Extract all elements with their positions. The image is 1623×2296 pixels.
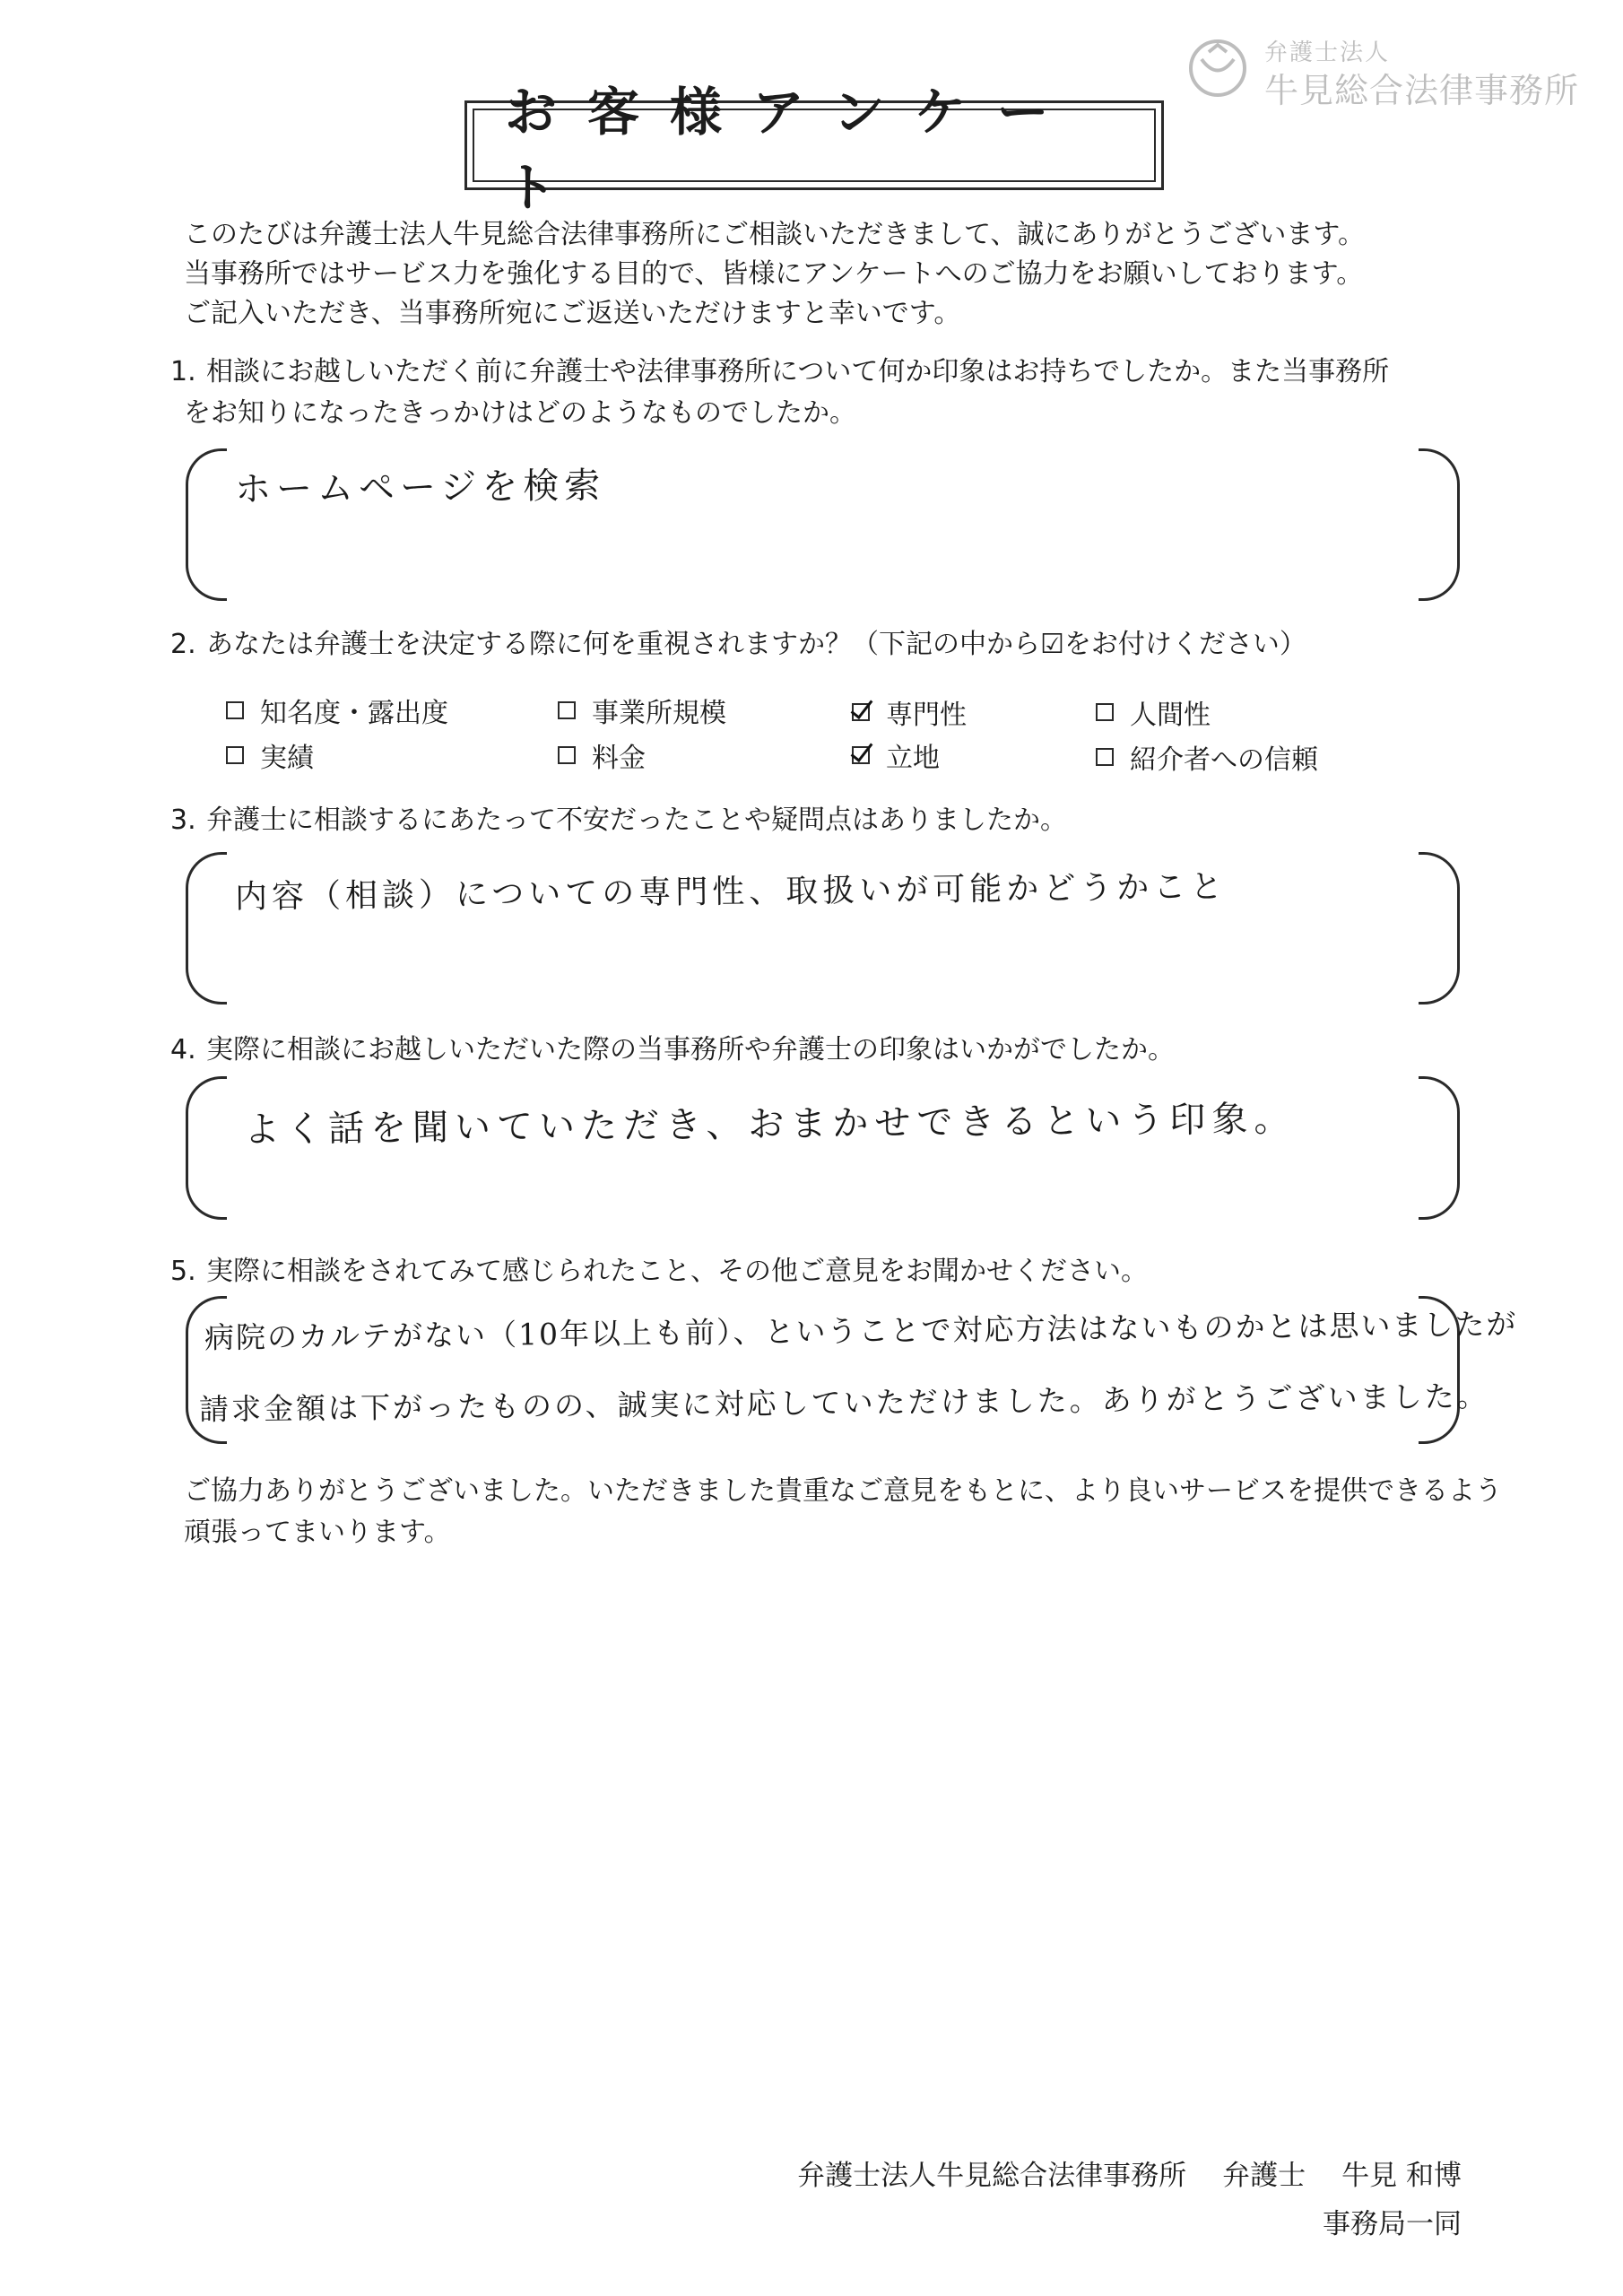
closing-line: 頑張ってまいります。: [184, 1517, 451, 1548]
checkbox-checked[interactable]: [852, 703, 870, 721]
option-office-scale[interactable]: [558, 691, 726, 730]
option-label: 知名度・露出度: [260, 698, 448, 729]
answer-q3[interactable]: 内容（相談）についての専門性、取扱いが可能かどうかこと: [234, 868, 1228, 916]
option-track-record[interactable]: [226, 735, 314, 775]
firm-emblem-icon: [1182, 32, 1254, 104]
question-text: 実際に相談をされてみて感じられたこと、その他ご意見をお聞かせください。: [206, 1256, 1148, 1287]
question-text: あなたは弁護士を決定する際に何を重視されますか？（下記の中から☑をお付けください）: [206, 629, 1306, 660]
option-location[interactable]: [852, 735, 940, 775]
option-label: 事業所規模: [592, 698, 726, 729]
answer-bracket-right: [1419, 852, 1460, 1004]
question-number: 3.: [170, 804, 196, 836]
question-1: [170, 352, 1480, 434]
intro-line: ご記入いただき、当事務所宛にご返送いただけますと幸いです。: [184, 298, 961, 329]
question-3: [170, 800, 1480, 841]
closing-message: [184, 1471, 1502, 1553]
question-text-continued: をお知りになったきっかけはどのようなものでしたか。: [184, 397, 856, 429]
answer-bracket-right: [1419, 448, 1460, 601]
option-label: 料金: [592, 743, 646, 774]
question-text: 相談にお越しいただく前に弁護士や法律事務所について何か印象はお持ちでしたか。また当事務所: [206, 356, 1390, 387]
answer-bracket-right: [1419, 1076, 1460, 1220]
firm-logo: [1182, 27, 1580, 110]
page-title: お客様アンケート: [473, 109, 1156, 182]
option-expertise[interactable]: [852, 692, 967, 732]
question-2: [170, 624, 1480, 665]
answer-q5-line1[interactable]: 病院のカルテがない（10年以上も前）、ということで対応方法はないものかとは思いましたが: [204, 1306, 1518, 1355]
answer-q4[interactable]: よく話を聞いていただき、おまかせできるという印象。: [243, 1098, 1297, 1151]
option-label: 実績: [260, 743, 314, 774]
answer-bracket-left: [186, 448, 227, 601]
answer-bracket-left: [186, 1076, 227, 1220]
answer-bracket-left: [186, 852, 227, 1004]
signature-line: [797, 2152, 1462, 2193]
question-4: [170, 1030, 1480, 1071]
logo-org-type: 弁護士法人: [1264, 39, 1391, 66]
intro-line: 当事務所ではサービス力を強化する目的で、皆様にアンケートへのご協力をお願いしております。: [184, 258, 1364, 290]
signature-role: 弁護士: [1222, 2160, 1306, 2192]
answer-q1[interactable]: ホームページを検索: [234, 465, 606, 510]
logo-org-name: 牛見総合法律事務所: [1264, 71, 1580, 110]
option-personality[interactable]: [1096, 692, 1211, 732]
option-fees[interactable]: [558, 735, 646, 775]
signature-name: 牛見 和博: [1341, 2160, 1462, 2192]
option-referrer-trust[interactable]: [1096, 737, 1318, 777]
option-label: 紹介者への信頼: [1130, 744, 1318, 776]
question-text: 弁護士に相談するにあたって不安だったことや疑問点はありましたか。: [206, 804, 1067, 836]
question-5: [170, 1251, 1480, 1292]
checkbox[interactable]: [1096, 748, 1114, 766]
checkbox[interactable]: [1096, 703, 1114, 721]
question-number: 1.: [170, 356, 196, 387]
question-number: 2.: [170, 629, 196, 660]
checkbox[interactable]: [226, 746, 244, 764]
checkbox[interactable]: [558, 701, 576, 719]
checkbox[interactable]: [558, 746, 576, 764]
title-frame: [464, 82, 1164, 218]
option-label: 専門性: [886, 700, 967, 731]
option-label: 立地: [886, 743, 940, 774]
checkbox-checked[interactable]: [852, 746, 870, 764]
intro-text: [184, 215, 1475, 334]
question-text: 実際に相談にお越しいただいた際の当事務所や弁護士の印象はいかがでしたか。: [206, 1034, 1175, 1065]
signature-firm: 弁護士法人牛見総合法律事務所: [797, 2160, 1187, 2192]
question-number: 5.: [170, 1256, 196, 1287]
checkbox[interactable]: [226, 701, 244, 719]
signature-staff: 事務局一同: [1323, 2208, 1462, 2240]
intro-line: このたびは弁護士法人牛見総合法律事務所にご相談いただきまして、誠にありがとうございます。: [184, 219, 1365, 250]
closing-line: ご協力ありがとうございました。いただきました貴重なご意見をもとに、より良いサービスを提供できるよう: [184, 1475, 1502, 1507]
option-label: 人間性: [1130, 700, 1211, 731]
question-number: 4.: [170, 1034, 196, 1065]
option-name-recognition[interactable]: [226, 691, 448, 730]
answer-q5-line2[interactable]: 請求金額は下がったものの、誠実に対応していただけました。ありがとうございました。: [198, 1378, 1489, 1427]
